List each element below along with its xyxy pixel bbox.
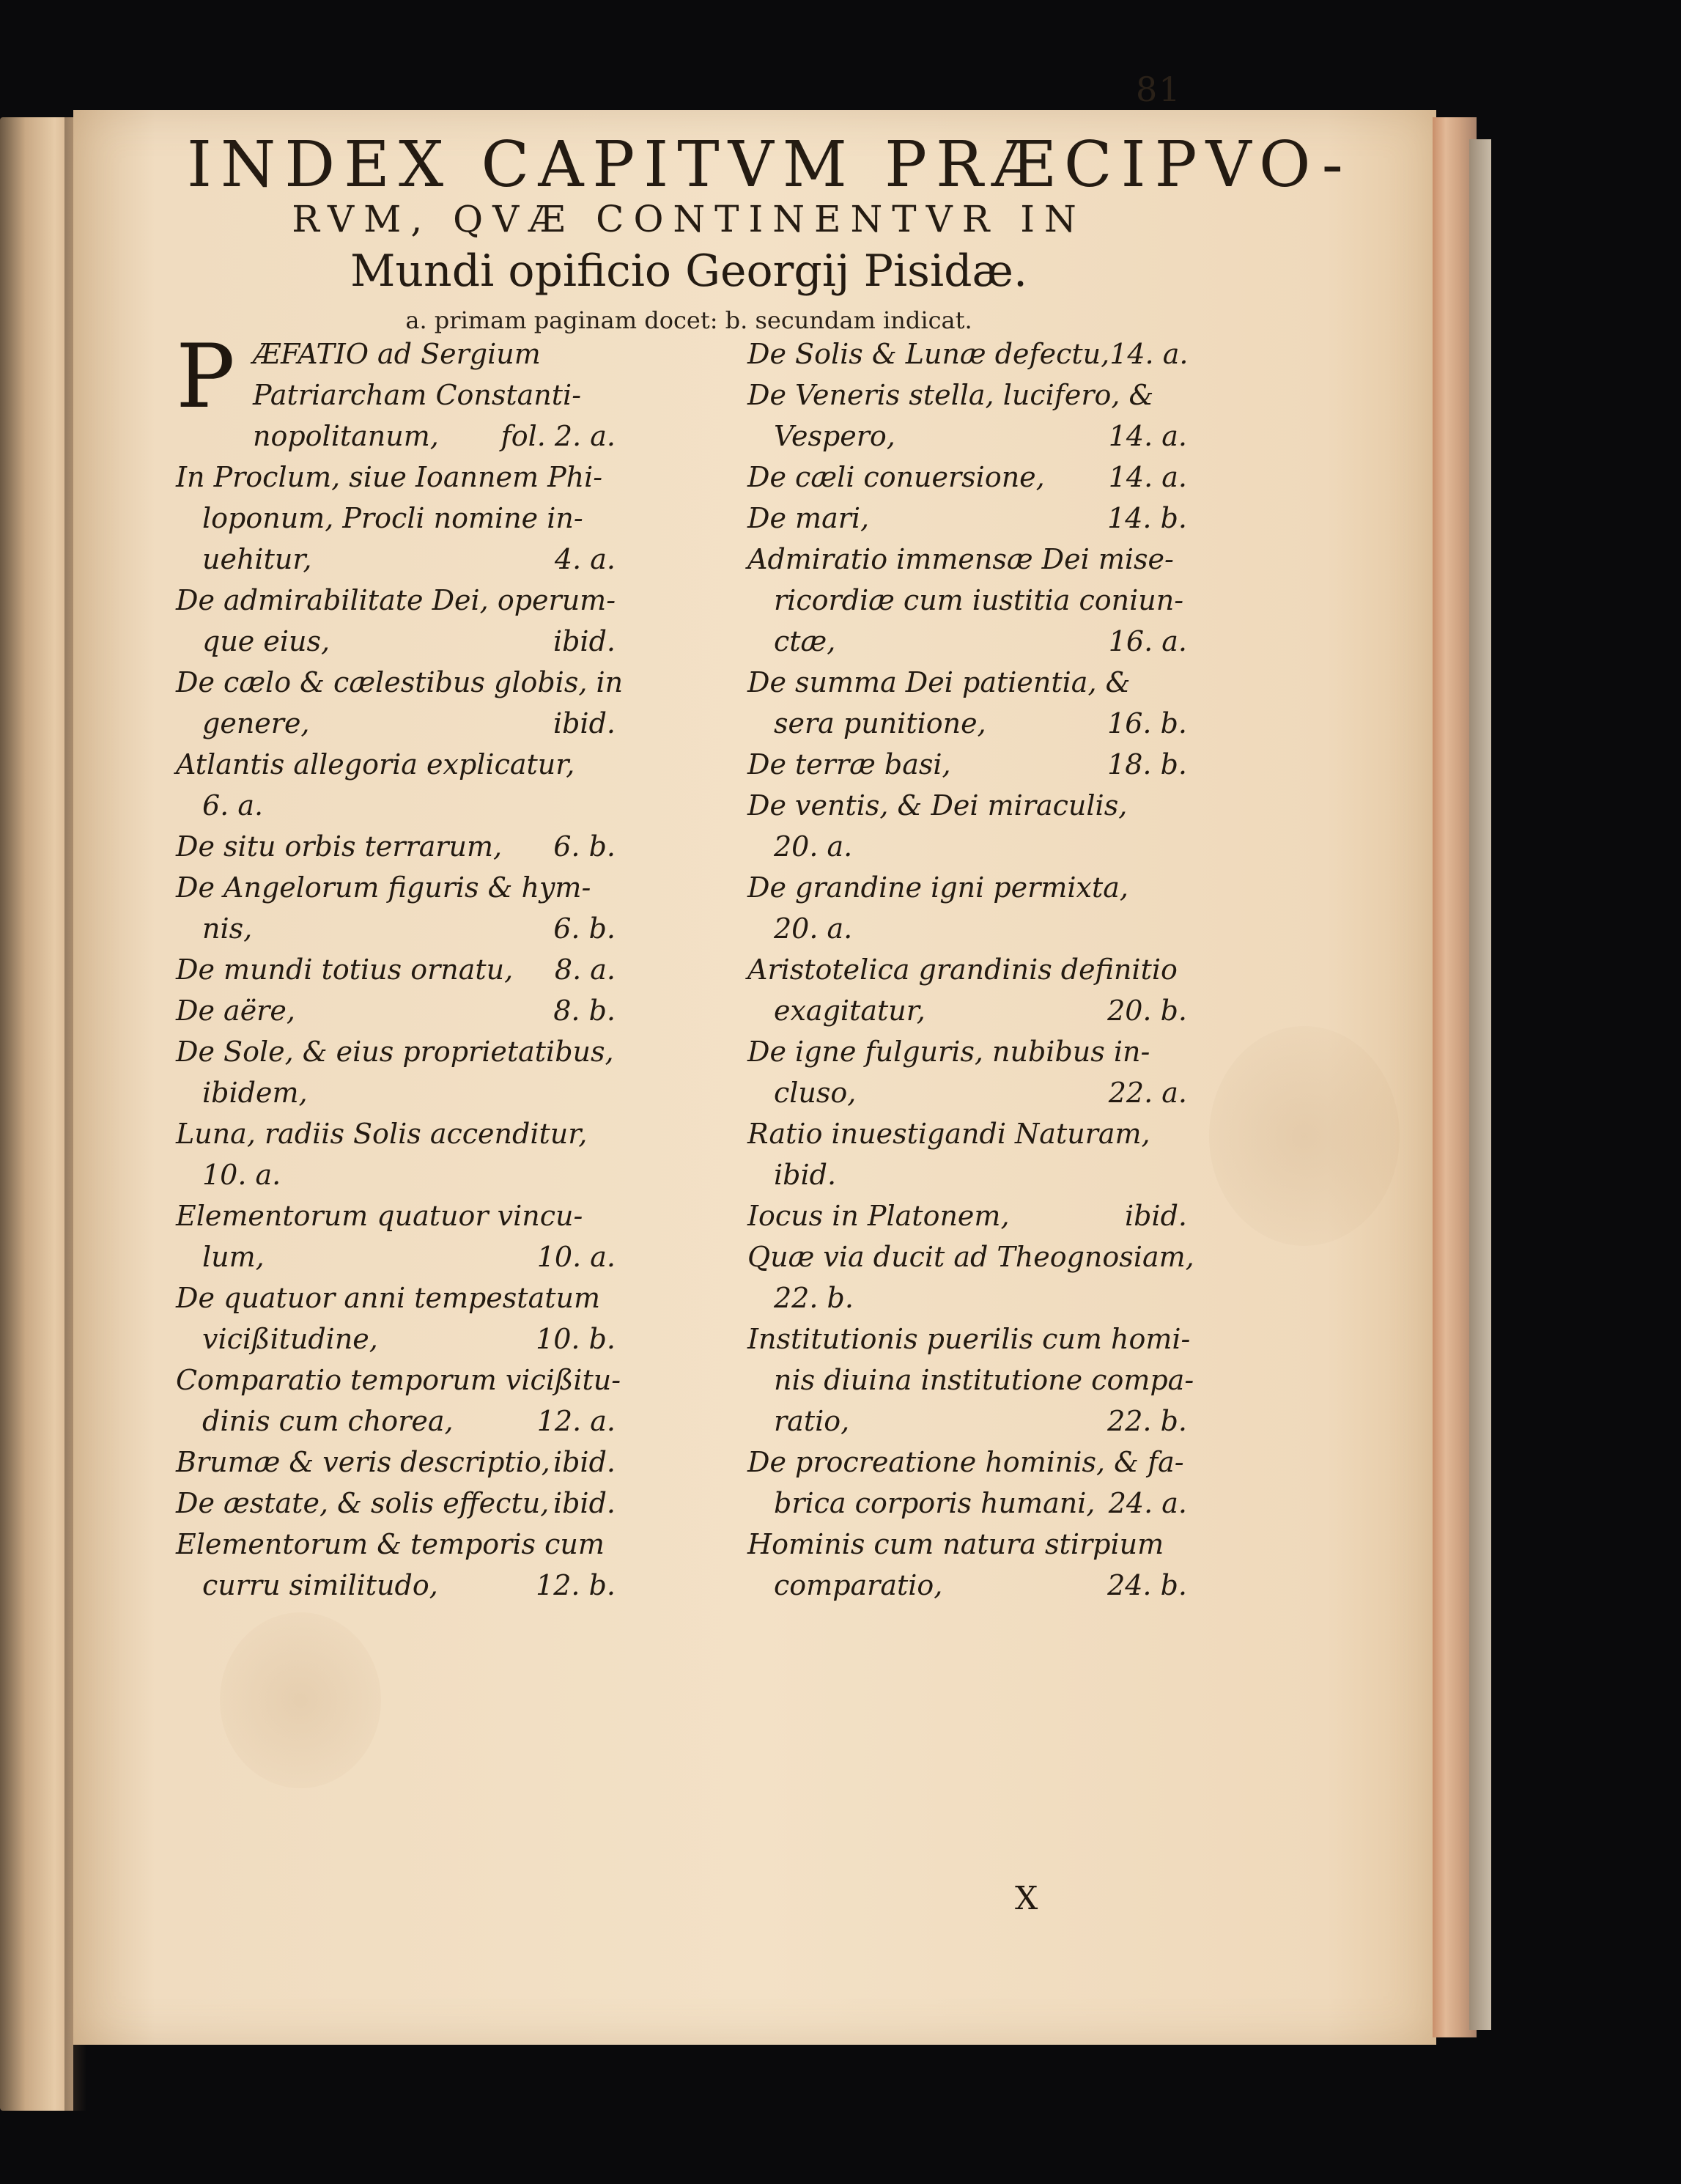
index-entry-text: nis, [202,912,253,945]
index-entry-text: 10. a. [202,1159,281,1191]
index-entry-text: genere, [202,707,310,739]
index-entry-text: vicißitudine, [202,1323,378,1355]
paper-stain [220,1612,381,1788]
index-entry [176,990,616,1031]
index-entry [176,539,616,580]
index-entry-text: Admiratio immensæ Dei mise- [747,543,1174,575]
index-entry [747,662,1187,703]
index-entry [176,1154,616,1195]
book-cover-edge [1469,139,1491,2030]
index-entry-text: Ratio inuestigandi Naturam, [747,1118,1150,1150]
index-entry-text: uehitur, [202,543,312,575]
index-usage-note: a. primam paginam docet: b. secundam indicat. [405,306,972,334]
index-entry-reference: ibid. [553,625,616,657]
index-entry [747,990,1187,1031]
index-entry [176,662,624,703]
index-entry-text: In Proclum, siue Ioannem Phi- [176,461,603,493]
index-entry-text: Aristotelica grandinis definitio [747,953,1178,986]
index-entry-text: nis diuina institutione compa- [774,1364,1194,1396]
index-entry-reference: 14. a. [1108,420,1187,452]
index-entry [747,498,1187,539]
index-entry [176,416,616,457]
index-entry [176,375,616,416]
index-entry [747,1072,1187,1113]
index-entry [747,539,1187,580]
index-entry-text: Vespero, [774,420,895,452]
index-entry-reference: 12. a. [536,1405,616,1437]
index-entry [176,1113,616,1154]
index-entry [747,744,1187,785]
index-entry-text: ibid. [774,1159,837,1191]
index-entry-text: De grandine igni permixta, [747,871,1128,904]
index-entry [747,908,1187,949]
index-entry-text: 20. a. [774,912,853,945]
index-entry [747,1401,1187,1442]
index-entry [747,1154,1187,1195]
index-entry [747,1236,1194,1277]
index-entry-text: loponum, Procli nomine in- [202,502,583,534]
index-entry-reference: ibid. [553,1446,616,1478]
index-entry [747,457,1187,498]
index-entry [176,1072,616,1113]
index-entry [176,703,616,744]
index-entry [176,333,616,375]
index-entry [747,1195,1187,1236]
index-entry [747,375,1187,416]
index-entry [176,1565,616,1606]
index-entry-text: exagitatur, [774,995,926,1027]
index-entry-text: Elementorum quatuor vincu- [176,1200,583,1232]
index-entry [176,1483,616,1524]
index-entry-text: 22. b. [774,1282,854,1314]
index-entry-reference: 6. b. [553,912,616,945]
index-entry-text: ricordiæ cum iustitia coniun- [774,584,1184,616]
index-entry [747,703,1187,744]
index-entry [176,1277,616,1318]
index-entry [176,457,616,498]
drop-capital: P [176,326,235,428]
index-title-line-1: INDEX CAPITVM PRÆCIPVO- [187,128,1352,202]
index-column-left [176,326,624,1606]
index-entry [747,416,1187,457]
index-entry [176,1442,616,1483]
index-entry [176,1524,616,1565]
index-entry-reference: 10. b. [536,1323,616,1355]
index-entry-text: De admirabilitate Dei, operum- [176,584,616,616]
index-entry-text: De terræ basi, [747,748,951,781]
index-entry-reference: 14. a. [1108,461,1187,493]
index-entry-text: dinis cum chorea, [202,1405,454,1437]
index-entry-text: que eius, [202,625,330,657]
index-entry-text: Luna, radiis Solis accenditur, [176,1118,588,1150]
signature-mark: X [1015,1880,1038,1917]
index-entry-text: De Solis & Lunæ defectu, [747,338,1110,370]
index-entry-text: Elementorum & temporis cum [176,1528,605,1560]
index-entry-text: Comparatio temporum vicißitu- [176,1364,621,1396]
index-entry-text: De mari, [747,502,870,534]
index-entry-text: ratio, [774,1405,850,1437]
index-entry [747,1113,1187,1154]
index-entry [176,1236,616,1277]
index-entry-reference: 8. b. [553,995,616,1027]
index-entry-text: cluso, [774,1077,857,1109]
index-entry [176,785,616,826]
index-entry-text: ibidem, [202,1077,308,1109]
index-entry-reference: 6. b. [553,830,616,863]
index-entry [176,1195,616,1236]
index-entry [176,826,616,867]
index-entry-reference: 10. a. [536,1241,616,1273]
index-entry-reference: ibid. [553,707,616,739]
index-entry [176,867,616,908]
index-entry [747,333,1187,375]
index-entry-text: De Sole, & eius proprietatibus, [176,1036,614,1068]
index-entry-text: 6. a. [202,789,264,822]
index-column-right [747,333,1194,1606]
page-number: 81 [1136,70,1182,109]
index-entry-text: nopolitanum, [253,420,439,452]
index-entry-text: De Veneris stella, lucifero, & [747,379,1154,411]
index-entry-text: De ventis, & Dei miraculis, [747,789,1128,822]
index-entry [176,1360,621,1401]
index-entry-text: De Angelorum figuris & hym- [176,871,591,904]
index-entry-text: De situ orbis terrarum, [176,830,503,863]
index-entry [747,1483,1187,1524]
index-entry [747,1442,1187,1483]
index-entry-text: brica corporis humani, [774,1487,1096,1519]
index-entry-text: lum, [202,1241,265,1273]
index-entry-reference: 14. a. [1109,338,1189,370]
index-entry-text: De aëre, [176,995,295,1027]
index-entry-text: Institutionis puerilis cum homi- [747,1323,1191,1355]
index-entry-text: Atlantis allegoria explicatur, [176,748,575,781]
index-entry [176,744,616,785]
index-entry [747,1524,1187,1565]
index-entry [747,1565,1187,1606]
index-entry [747,1031,1187,1072]
index-entry [747,826,1187,867]
index-entry-reference: 22. b. [1107,1405,1187,1437]
index-entry-text: De igne fulguris, nubibus in- [747,1036,1150,1068]
index-entry [176,621,616,662]
index-entry-reference: ibid. [1124,1200,1187,1232]
index-entry-text: sera punitione, [774,707,986,739]
index-entry [747,1318,1191,1360]
index-entry [747,949,1187,990]
index-entry-reference: 16. b. [1107,707,1187,739]
index-entry-text: De procreatione hominis, & fa- [747,1446,1184,1478]
index-entry-text: ctæ, [774,625,836,657]
index-entry-text: Quæ via ducit ad Theognosiam, [747,1241,1194,1273]
index-entry-reference: 8. a. [554,953,616,986]
index-entry [747,1360,1194,1401]
index-entry-reference: 20. b. [1107,995,1187,1027]
index-entry [176,1401,616,1442]
index-entry-text: Hominis cum natura stirpium [747,1528,1164,1560]
index-entry-text: De æstate, & solis effectu, [176,1487,550,1519]
index-entry [176,498,616,539]
index-entry [176,908,616,949]
index-entry-reference: 16. a. [1108,625,1187,657]
index-entry [176,580,616,621]
index-entry-text: Iocus in Platonem, [747,1200,1010,1232]
index-entry-reference: 24. a. [1108,1487,1187,1519]
index-entry-text: De summa Dei patientia, & [747,666,1131,698]
index-entry [747,580,1187,621]
index-entry-text: De quatuor anni tempestatum [176,1282,600,1314]
index-title-line-2: RVM, QVÆ CONTINENTVR IN [292,198,1086,240]
index-entry-reference: fol. 2. a. [500,420,616,452]
index-entry-text: De mundi totius ornatu, [176,953,514,986]
index-entry-text: ÆFATIO ad Sergium [253,338,541,370]
index-entry-text: De cælo & cælestibus globis, in [176,666,624,698]
index-entry-reference: 12. b. [536,1569,616,1601]
index-entry-reference: 24. b. [1107,1569,1187,1601]
index-entry [747,785,1187,826]
index-entry-text: De cæli conuersione, [747,461,1045,493]
index-entry-reference: ibid. [553,1487,616,1519]
index-entry-text: Patriarcham Constanti- [253,379,582,411]
index-entry-text: curru similitudo, [202,1569,438,1601]
index-entry-text: Brumæ & veris descriptio, [176,1446,550,1478]
index-entry [747,867,1187,908]
index-entry [176,1318,616,1360]
index-entry-reference: 14. b. [1107,502,1187,534]
paper-stain [1209,1026,1400,1246]
index-entry [176,949,616,990]
index-entry-reference: 18. b. [1107,748,1187,781]
index-entry-text: 20. a. [774,830,853,863]
left-page-edge [0,117,73,2111]
index-entry [176,1031,616,1072]
index-entry [747,1277,1187,1318]
index-entry-reference: 4. a. [554,543,616,575]
index-entry-text: comparatio, [774,1569,943,1601]
index-title-line-3: Mundi opificio Georgij Pisidæ. [350,246,1028,297]
index-entry [747,621,1187,662]
index-entry-reference: 22. a. [1108,1077,1187,1109]
